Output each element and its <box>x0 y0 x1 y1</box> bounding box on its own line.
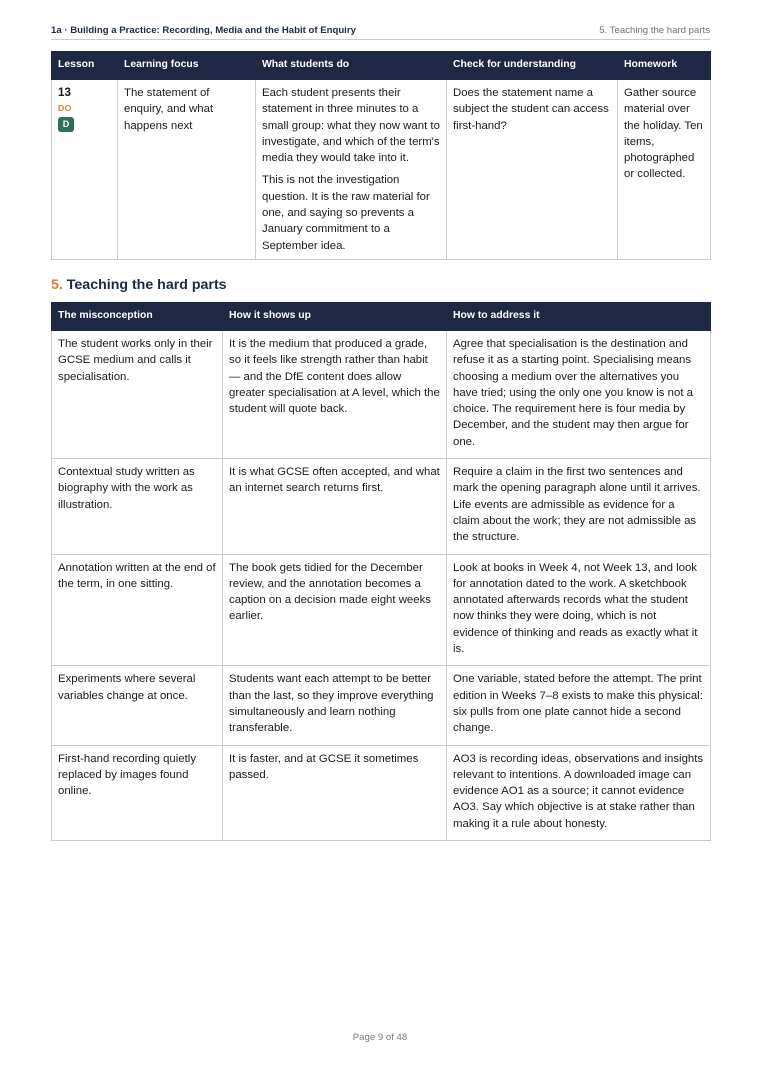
shows-up-cell: It is what GCSE often accepted, and what an internet search returns first. <box>223 459 447 554</box>
shows-up-cell: The book gets tidied for the December review, and the annotation becomes a caption on a decision made eight weeks earlier. <box>223 554 447 666</box>
activity-note-paragraph: This is not the investigation question. It is the raw material for one, and saying so prevents a January commitment to a September idea. <box>262 174 430 252</box>
table-row <box>52 745 711 840</box>
column-header-lesson: Lesson <box>52 52 118 80</box>
lesson-table-header-row <box>52 52 711 80</box>
page-number: Page 9 of 48 <box>352 1032 408 1043</box>
column-header-homework: Homework <box>618 52 711 80</box>
address-cell: AO3 is recording ideas, observations and insights relevant to intentions. A downloaded image can evidence AO1 as a source; it cannot evidence AO3. Say which objective is at stake rather than making it a rule about honesty. <box>447 745 711 840</box>
table-row <box>52 554 711 666</box>
section-heading <box>51 276 710 294</box>
column-header-learning-focus: Learning focus <box>118 52 256 80</box>
lesson-table <box>51 51 711 260</box>
learning-focus-cell <box>118 80 256 260</box>
running-header-section: 5. Teaching the hard parts <box>599 25 710 36</box>
misconception-cell: Experiments where several variables change at once. <box>52 666 223 745</box>
misconception-cell: First-hand recording quietly replaced by images found online. <box>52 745 223 840</box>
misconceptions-header-row <box>52 302 711 330</box>
running-header-title: 1a · Building a Practice: Recording, Media and the Habit of Enquiry <box>51 25 356 36</box>
lesson-badge: D <box>58 117 74 132</box>
shows-up-cell: It is faster, and at GCSE it sometimes passed. <box>223 745 447 840</box>
document-page <box>51 0 710 841</box>
lesson-cell <box>52 80 118 260</box>
misconception-cell: The student works only in their GCSE medium and calls it specialisation. <box>52 330 223 458</box>
homework-cell <box>618 80 711 260</box>
address-cell: Agree that specialisation is the destination and refuse it as a starting point. Specialising means choosing a medium over the alternatives you have tried; using the only one you know is not a choice. The requirement here is four media by December, and the student may then argue for one. <box>447 330 711 458</box>
address-cell: Look at books in Week 4, not Week 13, and look for annotation dated to the work. A sketchbook annotated afterwards records what the student now thinks they were doing, which is not evidence of thinking and reads as exactly what it is. <box>447 554 711 666</box>
check-text: Does the statement name a subject the student can access first-hand? <box>453 87 609 132</box>
homework-text: Gather source material over the holiday. Ten items, photographed or collected. <box>624 87 703 181</box>
column-header-how-to-address-it: How to address it <box>447 302 711 330</box>
column-header-how-it-shows-up: How it shows up <box>223 302 447 330</box>
table-row <box>52 459 711 554</box>
section-title: Teaching the hard parts <box>66 276 227 293</box>
lesson-row <box>52 80 711 260</box>
running-header <box>51 0 710 40</box>
misconception-cell: Annotation written at the end of the term, in one sitting. <box>52 554 223 666</box>
column-header-misconception: The misconception <box>52 302 223 330</box>
table-row <box>52 330 711 458</box>
shows-up-cell: It is the medium that produced a grade, so it feels like strength rather than habit — and the DfE content does allow greater specialisation at A level, which the student will quote back. <box>223 330 447 458</box>
column-header-check-for-understanding: Check for understanding <box>447 52 618 80</box>
lesson-tag: DO <box>58 103 72 114</box>
activity-paragraph: Each student presents their statement in three minutes to a small group: what they now want to investigate, and which of the term's media they would take into it. <box>262 87 440 165</box>
lesson-number: 13 <box>58 86 71 99</box>
what-students-do-cell <box>256 80 447 260</box>
column-header-what-students-do: What students do <box>256 52 447 80</box>
misconceptions-table <box>51 302 711 841</box>
misconception-cell: Contextual study written as biography with the work as illustration. <box>52 459 223 554</box>
check-for-understanding-cell <box>447 80 618 260</box>
address-cell: Require a claim in the first two sentences and mark the opening paragraph alone until it arrives. Life events are admissible as evidence for a claim about the work; they are not admissible as the structure. <box>447 459 711 554</box>
page-footer <box>0 1032 760 1043</box>
address-cell: One variable, stated before the attempt. The print edition in Weeks 7–8 exists to make this physical: six pulls from one plate cannot hide a second change. <box>447 666 711 745</box>
learning-focus-text: The statement of enquiry, and what happens next <box>124 87 214 132</box>
table-row <box>52 666 711 745</box>
section-number: 5. <box>51 276 63 293</box>
shows-up-cell: Students want each attempt to be better than the last, so they improve everything simultaneously and learn nothing transferable. <box>223 666 447 745</box>
